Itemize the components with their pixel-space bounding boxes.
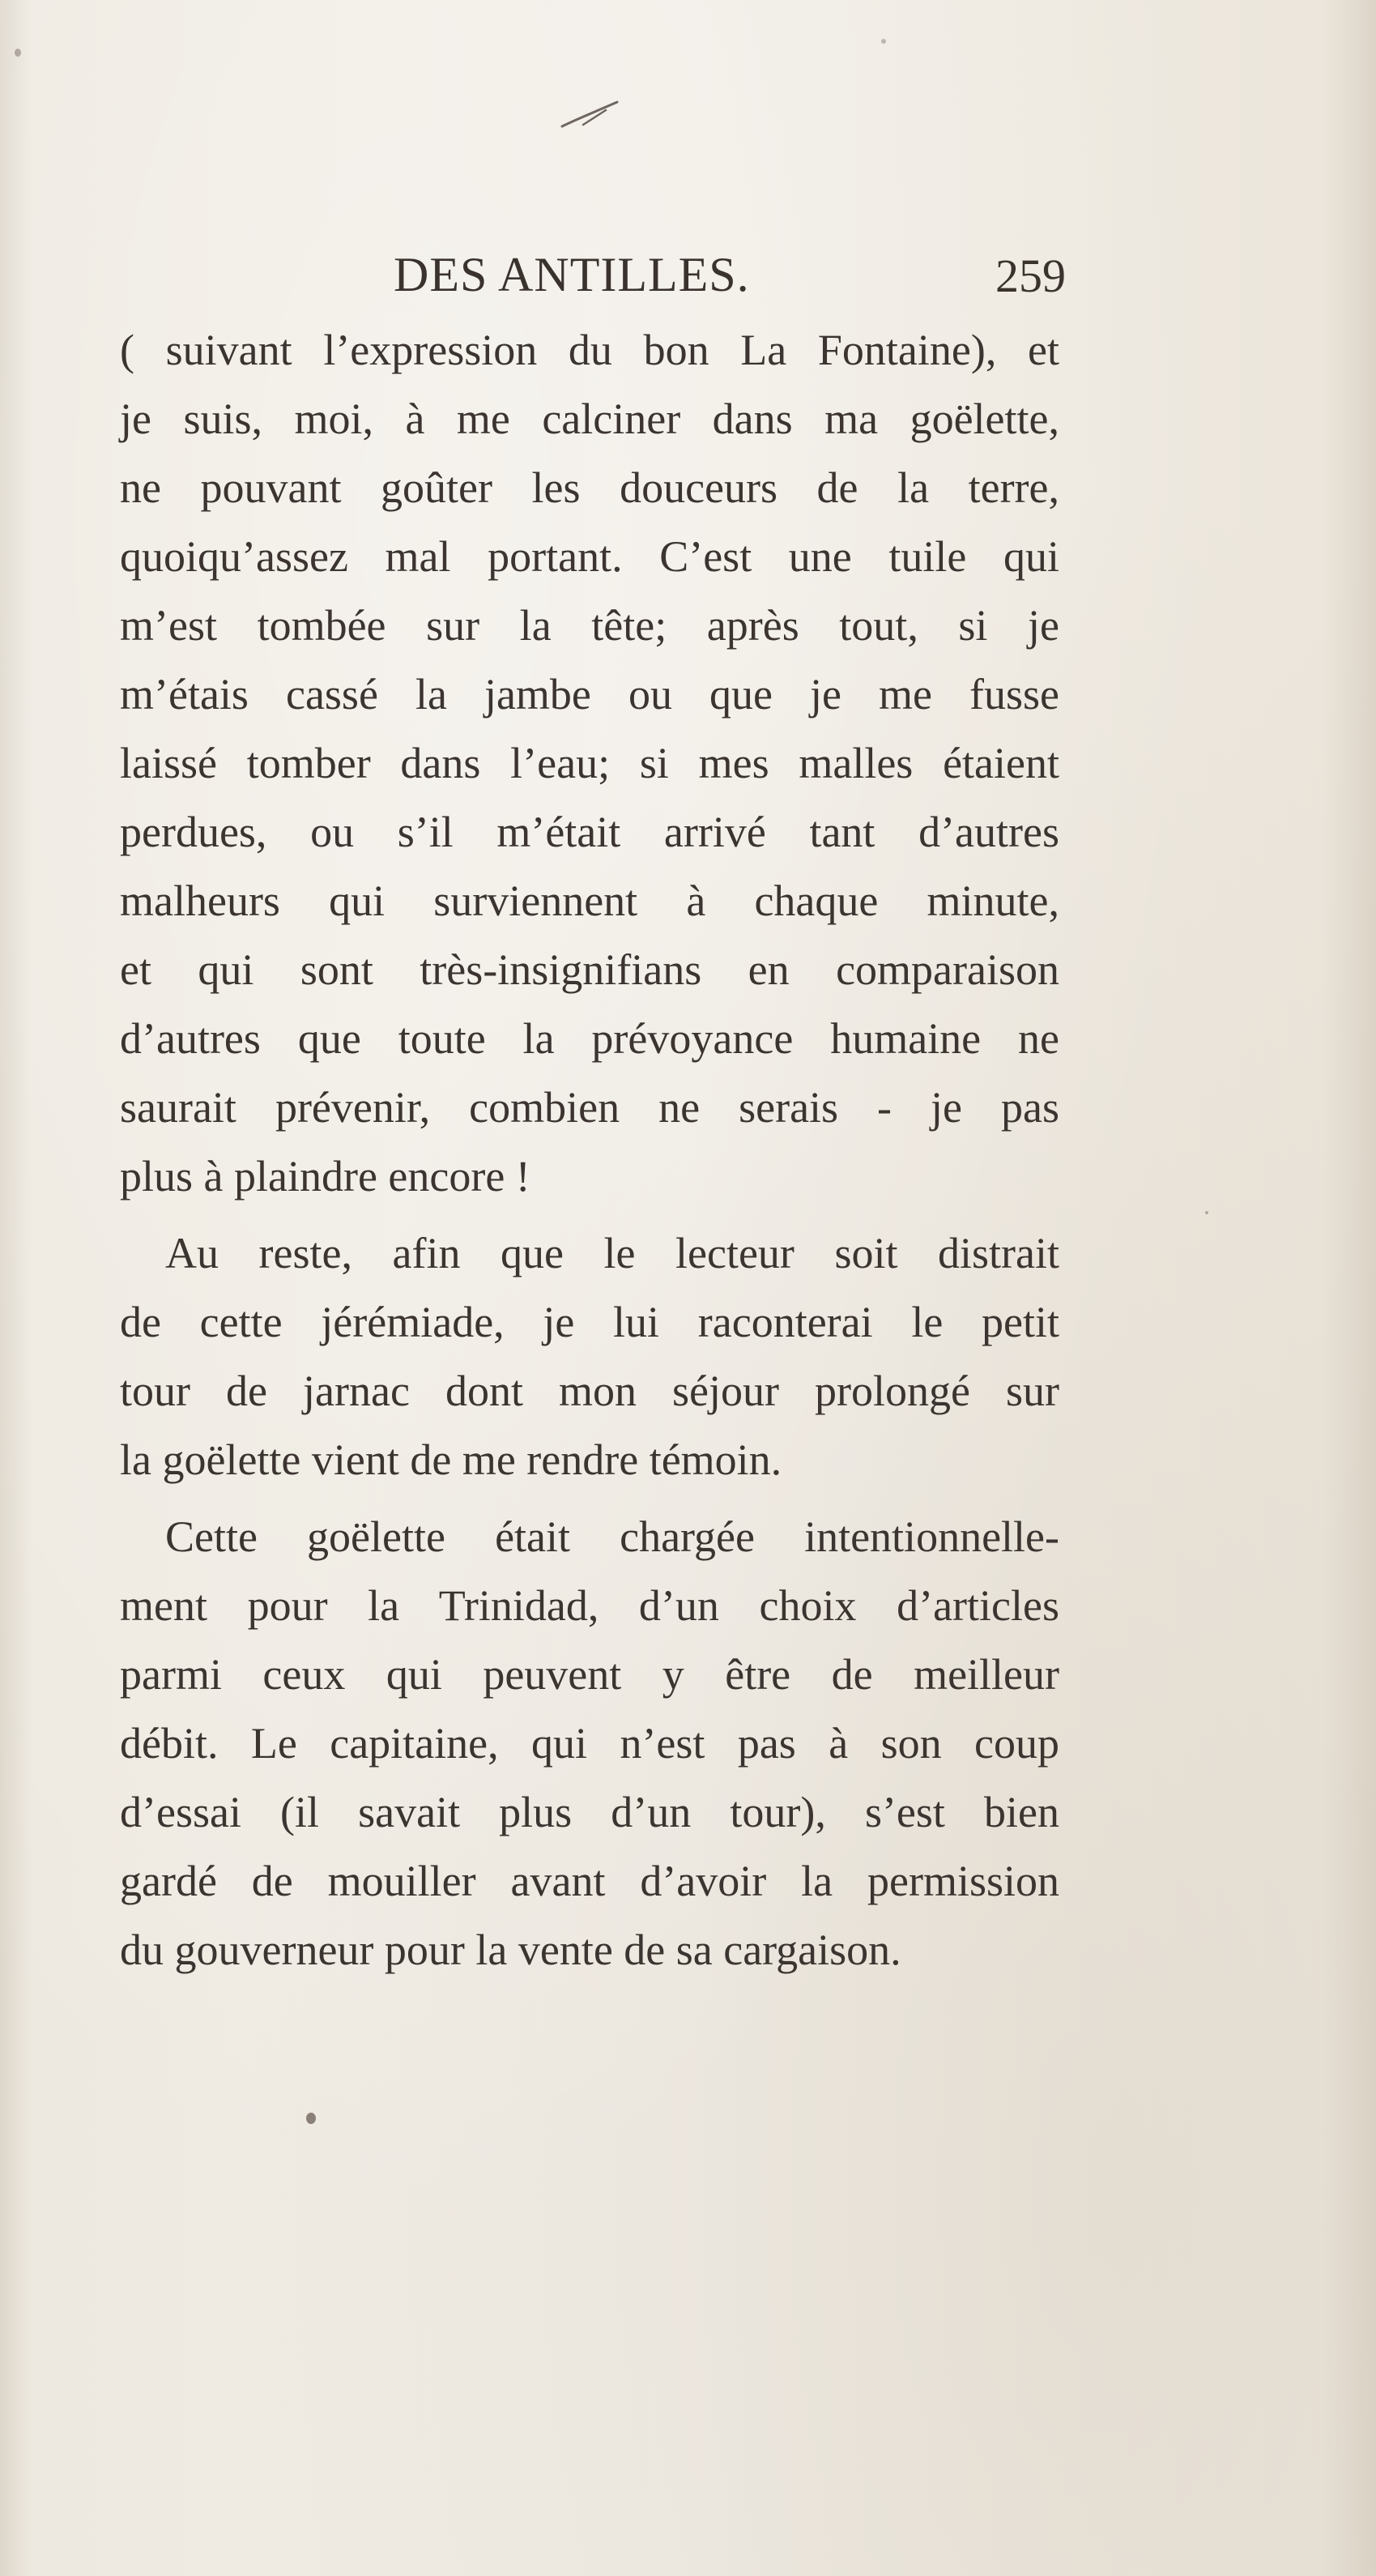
text-line: d’autres que toute la prévoyance humaine ne [120, 1014, 1059, 1063]
text-line: du gouverneur pour la vente de sa cargaison. [120, 1926, 901, 1974]
text-line: ( suivant l’expression du bon La Fontaine), et [120, 326, 1059, 374]
text-line: parmi ceux qui peuvent y être de meilleur [120, 1650, 1059, 1699]
text-line: tour de jarnac dont mon séjour prolongé sur [120, 1367, 1059, 1415]
text-line: gardé de mouiller avant d’avoir la permission [120, 1857, 1059, 1905]
body-text [120, 316, 1059, 1985]
paragraph-2 [120, 1219, 1059, 1495]
text-line: m’étais cassé la jambe ou que je me fusse [120, 670, 1059, 719]
paragraph-3 [120, 1503, 1059, 1985]
page-number: 259 [995, 249, 1066, 302]
pencil-mark-icon [559, 96, 624, 136]
text-line: débit. Le capitaine, qui n’est pas à son coup [120, 1719, 1059, 1768]
ink-speck [15, 49, 21, 57]
text-line: la goëlette vient de me rendre témoin. [120, 1435, 782, 1484]
text-line: Au reste, afin que le lecteur soit distrait [165, 1229, 1059, 1277]
running-head: DES ANTILLES. [394, 248, 750, 301]
text-line: et qui sont très-insignifians en comparaison [120, 945, 1059, 994]
ink-speck [881, 39, 886, 44]
text-line: Cette goëlette était chargée intentionnelle- [165, 1512, 1059, 1561]
ink-speck [306, 2113, 316, 2124]
page-header [394, 247, 1066, 312]
text-line: de cette jérémiade, je lui raconterai le petit [120, 1298, 1059, 1346]
text-line: plus à plaindre encore ! [120, 1152, 530, 1201]
text-line: quoiqu’assez mal portant. C’est une tuile qui [120, 532, 1059, 581]
text-line: je suis, moi, à me calciner dans ma goëlette, [120, 395, 1059, 443]
text-line: d’essai (il savait plus d’un tour), s’est bien [120, 1788, 1059, 1836]
text-line: saurait prévenir, combien ne serais - je pas [120, 1083, 1059, 1132]
ink-speck [1205, 1211, 1208, 1214]
text-line: perdues, ou s’il m’était arrivé tant d’autres [120, 808, 1059, 856]
text-line: malheurs qui surviennent à chaque minute, [120, 876, 1059, 925]
text-line: ne pouvant goûter les douceurs de la terre, [120, 463, 1059, 512]
text-line: ment pour la Trinidad, d’un choix d’articles [120, 1581, 1059, 1630]
paragraph-1 [120, 316, 1059, 1211]
text-line: m’est tombée sur la tête; après tout, si je [120, 601, 1059, 650]
text-line: laissé tomber dans l’eau; si mes malles étaient [120, 739, 1059, 787]
